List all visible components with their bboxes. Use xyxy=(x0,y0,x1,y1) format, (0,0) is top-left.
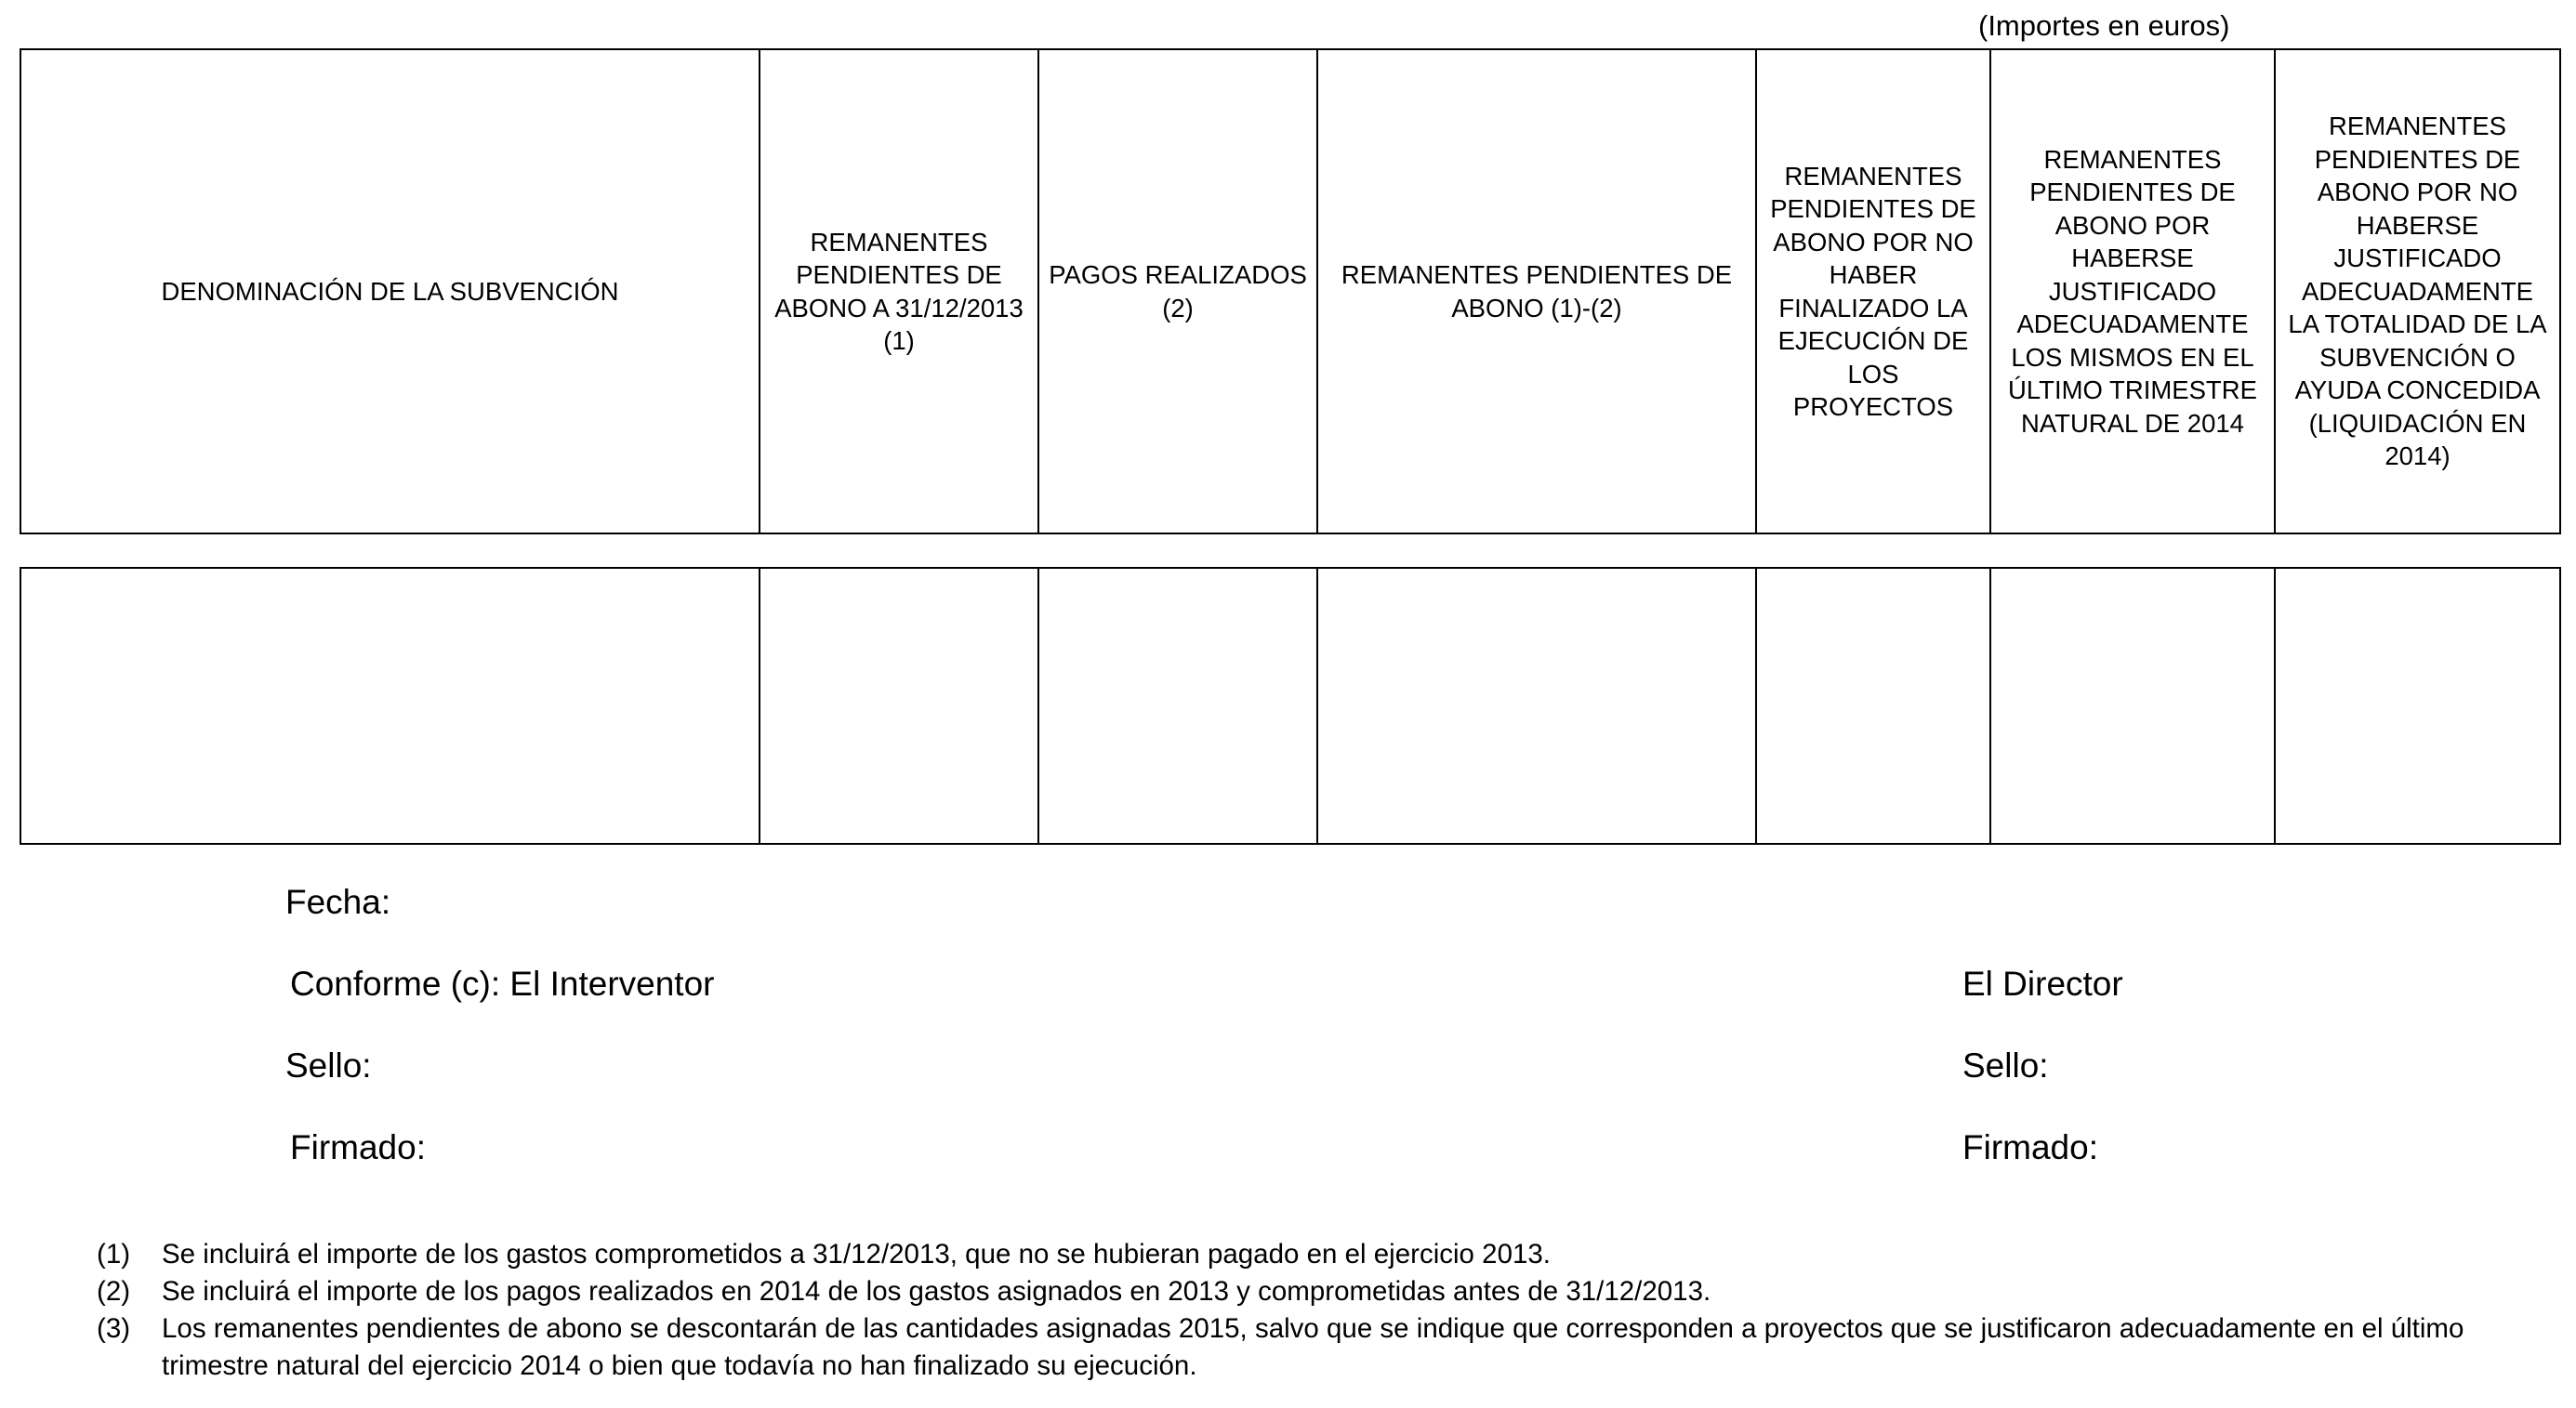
sello-right-label: Sello: xyxy=(1962,1046,2049,1085)
conforme-interventor-label: Conforme (c): El Interventor xyxy=(290,965,715,1003)
cell-pagos-realizados[interactable] xyxy=(1038,568,1317,844)
cell-remanentes-1-2[interactable] xyxy=(1317,568,1756,844)
footnote-number: (1) xyxy=(97,1239,131,1270)
header-pagos-realizados: PAGOS REALIZADOS (2) xyxy=(1038,49,1317,533)
header-denominacion: DENOMINACIÓN DE LA SUBVENCIÓN xyxy=(20,49,760,533)
data-table xyxy=(20,567,2561,845)
footnote-text: Los remanentes pendientes de abono se descontarán de las cantidades asignadas 2015, salvo que se indique que corresponden a proyectos que se justificaron adecuadamente en el último trimestre natural del ejercicio 2014 o bien que todavía no han finalizado su ejecución. xyxy=(162,1313,2464,1381)
cell-remanentes-no-finalizado[interactable] xyxy=(1756,568,1990,844)
cell-remanentes-31-12-2013[interactable] xyxy=(760,568,1038,844)
director-label: El Director xyxy=(1962,965,2123,1003)
cell-remanentes-justificado[interactable] xyxy=(1990,568,2275,844)
sello-left-label: Sello: xyxy=(285,1046,372,1085)
header-remanentes-no-finalizado: REMANENTES PENDIENTES DE ABONO POR NO HABER FINALIZADO LA EJECUCIÓN DE LOS PROYECTOS xyxy=(1756,49,1990,533)
table-row xyxy=(20,568,2560,844)
footnote-1 xyxy=(97,1236,2514,1273)
header-remanentes-31-12-2013: REMANENTES PENDIENTES DE ABONO A 31/12/2013 (1) xyxy=(760,49,1038,533)
header-table xyxy=(20,48,2561,534)
footnote-3 xyxy=(97,1310,2514,1385)
header-remanentes-1-2: REMANENTES PENDIENTES DE ABONO (1)-(2) xyxy=(1317,49,1756,533)
footnote-number: (2) xyxy=(97,1276,131,1307)
footnote-2 xyxy=(97,1273,2514,1310)
header-remanentes-justificado: REMANENTES PENDIENTES DE ABONO POR HABERSE JUSTIFICADO ADECUADAMENTE LOS MISMOS EN EL ÚLTIMO TRIMESTRE NATURAL DE 2014 xyxy=(1990,49,2275,533)
header-remanentes-liquidacion: REMANENTES PENDIENTES DE ABONO POR NO HABERSE JUSTIFICADO ADECUADAMENTE LA TOTALIDAD DE LA SUBVENCIÓN O AYUDA CONCEDIDA (LIQUIDACIÓN EN 2014) xyxy=(2275,49,2560,533)
cell-remanentes-liquidacion[interactable] xyxy=(2275,568,2560,844)
fecha-label: Fecha: xyxy=(285,883,391,921)
footnote-number: (3) xyxy=(97,1313,131,1344)
footnote-text: Se incluirá el importe de los pagos realizados en 2014 de los gastos asignados en 2013 y comprometidas antes de 31/12/2013. xyxy=(162,1276,1711,1307)
firmado-right-label: Firmado: xyxy=(1962,1128,2098,1166)
footnote-text: Se incluirá el importe de los gastos comprometidos a 31/12/2013, que no se hubieran pagado en el ejercicio 2013. xyxy=(162,1239,1551,1270)
header-row xyxy=(20,49,2560,533)
firmado-left-label: Firmado: xyxy=(290,1128,426,1166)
footnotes xyxy=(97,1236,2514,1385)
cell-denominacion[interactable] xyxy=(20,568,760,844)
units-note: (Importes en euros) xyxy=(1978,9,2230,42)
